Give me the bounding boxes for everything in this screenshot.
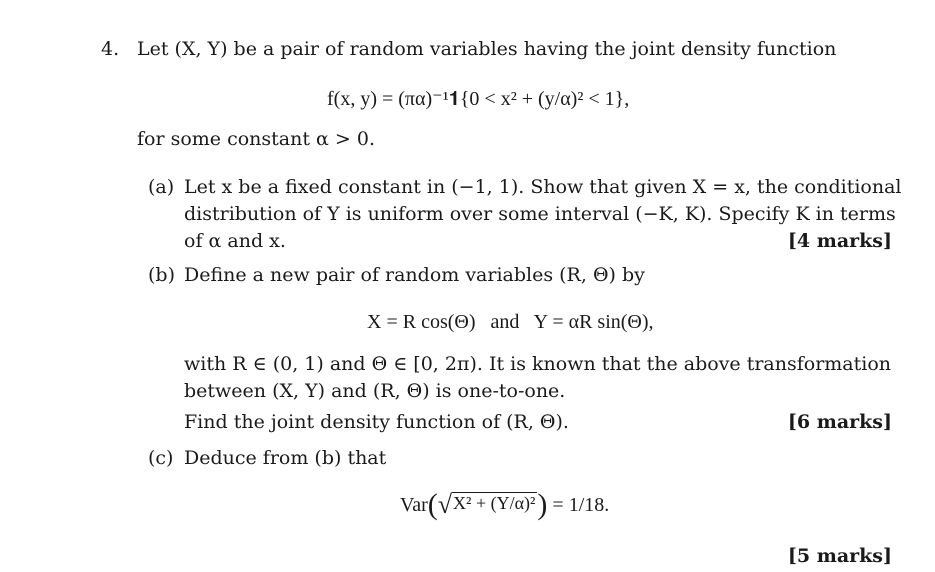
part-b-line-3: between (X, Y) and (R, Θ) is one-to-one.: [184, 380, 566, 402]
part-c-line-1: Deduce from (b) that: [184, 447, 387, 469]
variance-open-paren: (: [427, 488, 438, 521]
part-a-label: (a): [148, 176, 175, 198]
part-c-marks: [5 marks]: [787, 545, 892, 567]
variance-prefix: Var: [400, 493, 428, 516]
part-b-equation: X = R cos(Θ) and Y = αR sin(Θ),: [367, 311, 654, 333]
part-c-label: (c): [148, 447, 174, 469]
question-number: 4.: [101, 38, 120, 60]
part-b-marks: [6 marks]: [787, 411, 892, 433]
density-equation: f(x, y) = (πα)⁻¹𝟏{0 < x² + (y/α)² < 1},: [327, 88, 630, 110]
part-a-line-1: Let x be a fixed constant in (−1, 1). Show that given X = x, the conditional: [184, 176, 902, 198]
part-a-line-2: distribution of Y is uniform over some interval (−K, K). Specify K in terms: [184, 203, 896, 225]
variance-result: = 1/18.: [547, 493, 610, 516]
square-root: [438, 492, 538, 518]
sqrt-sign: √: [437, 490, 453, 519]
constant-note: for some constant α > 0.: [137, 128, 375, 150]
part-b-label: (b): [148, 264, 175, 286]
variance-equation: [400, 490, 609, 520]
part-b-line-2: with R ∈ (0, 1) and Θ ∈ [0, 2π). It is known that the above transformation: [184, 353, 892, 375]
sqrt-radicand: X² + (Y/α)²: [453, 493, 536, 513]
part-a-marks: [4 marks]: [787, 230, 892, 252]
part-b-line-1: Define a new pair of random variables (R, Θ) by: [184, 264, 645, 286]
part-a-line-3: of α and x.: [184, 230, 286, 252]
part-b-line-4: Find the joint density function of (R, Θ).: [184, 411, 569, 433]
variance-close-paren: ): [537, 488, 548, 521]
question-intro: Let (X, Y) be a pair of random variables having the joint density function: [137, 38, 837, 60]
